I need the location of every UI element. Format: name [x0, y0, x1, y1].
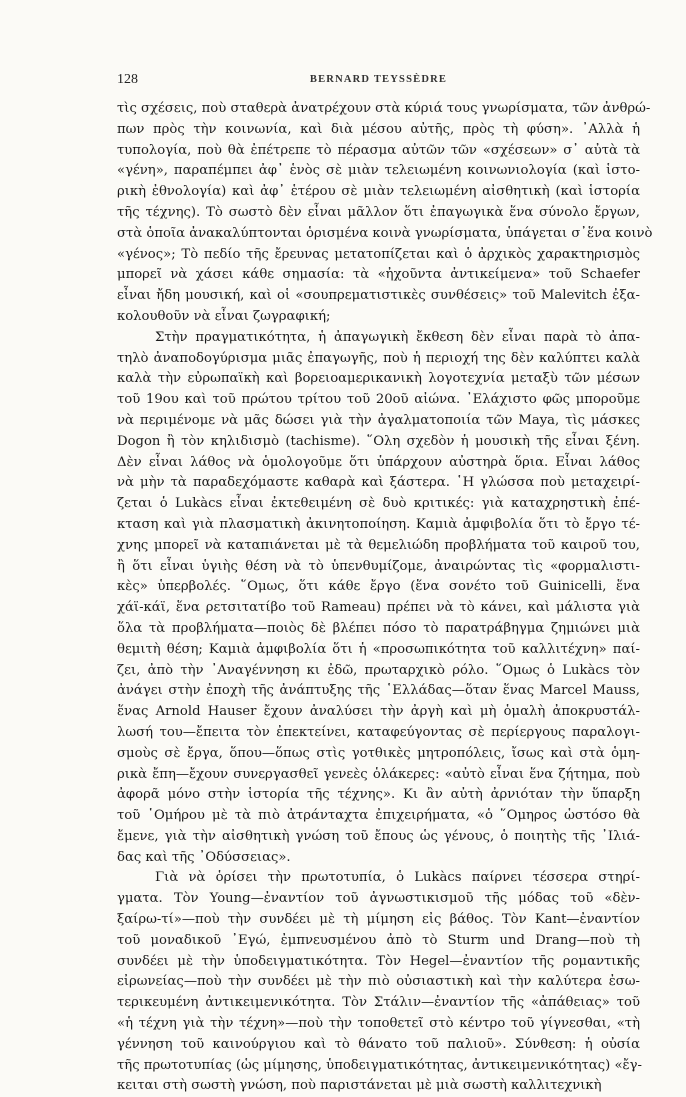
text-line: ζει, ἀπὸ τὴν ᾿Αναγέννηση κι ἐδῶ, πρωταρχικὸ ρόλο. ῞Ομως ὁ Lukàcs τὸν [117, 662, 640, 678]
text-line: τῆς τέχνης). Τὸ σωστὸ δὲν εἶναι μᾶλλον ὅτι ἐπαγωγικὰ ἕνα σύνολο ἔργων, [117, 204, 640, 220]
running-head: BERNARD TEYSSÈDRE [309, 74, 448, 85]
text-line: θεμιτὴ θέση; Καμιὰ ἀμφιβολία ὅτι ἡ «προσωπικότητα τοῦ καλλιτέχνη» παί- [117, 641, 640, 657]
text-line: τυπολογία, ποὺ θὰ ἐπέτρεπε τὸ πέρασμα αὐτῶν τῶν «σχέσεων» σ᾿ αὐτὰ τὰ [117, 142, 640, 158]
paragraph [117, 868, 640, 1097]
text-line: γματα. Τὸν Young—ἐναντίον τοῦ ἀγνωστικισμοῦ τῆς μόδας τοῦ «δὲν- [117, 891, 640, 907]
text-line: Δὲν εἶναι λάθος νὰ ὁμολογοῦμε ὅτι ὑπάρχουν αὐστηρὰ ὅρια. Εἶναι λάθος [117, 454, 640, 470]
text-line: τηλὸ ἀναποδογύρισμα μιᾶς ἐπαγωγῆς, ποὺ ἡ περιοχή της δὲν καλύπτει καλὰ [117, 350, 640, 366]
text-line: στὰ ὁποῖα ἀνακαλύπτονται ὁρισμένα κοινὰ γνωρίσματα, ὑπάγεται σ᾿ἕνα κοινὸ [117, 225, 653, 241]
text-line: νὰ μὴν τὰ παραδεχόμαστε καθαρὰ καὶ ξάστερα. ῾Η γλώσσα ποὺ μεταχειρί- [117, 475, 640, 491]
paragraph [117, 328, 640, 869]
text-line: Γιὰ νὰ ὁρίσει τὴν πρωτοτυπία, ὁ Lukàcs παίρνει τέσσερα στηρί- [155, 870, 640, 886]
text-line: χνης μπορεῖ νὰ καταπιάνεται μὲ τὰ θεμελιώδη προβλήματα τοῦ καιροῦ του, [117, 537, 640, 553]
paragraph [117, 99, 653, 328]
text-line: «γένος»; Τὸ πεδίο τῆς ἔρευνας μετατοπίζεται καὶ ὁ ἀρχικὸς χαρακτηρισμὸς [117, 246, 640, 262]
text-line: εἰρωνείας—ποὺ τὴν συνδέει μὲ τὴν πιὸ οὐσιαστικὴ καὶ τὴν καλύτερα ἐσω- [117, 974, 640, 990]
text-line: ζεται ὁ Lukàcs εἶναι ἐκτεθειμένη σὲ δυὸ κριτικές: γιὰ καταχρηστικὴ ἐπέ- [117, 496, 640, 512]
text-line: γέννηση τοῦ καινούργιου καὶ τὸ θάνατο τοῦ παλιοῦ». Σύνθεση: ἡ οὐσία [117, 1036, 640, 1052]
text-line: εἶναι ἤδη μουσική, καὶ οἱ «σουπρεματιστικὲς συνθέσεις» τοῦ Malevitch ἐξα- [117, 288, 640, 304]
text-line: ρικὴ ἐθνολογία) καὶ ἀφ᾿ ἑτέρου σὲ μιὰν τελειωμένη αἰσθητικὴ (καὶ ἱστορία [117, 184, 640, 200]
text-line: νὰ περιμένομε νὰ μᾶς δώσει γιὰ τὴν ἀγαλματοποιία τῶν Maya, τὶς μάσκες [117, 412, 640, 428]
text-line: ἕνας Arnold Hauser ἔχουν ἀναλύσει τὴν ἀργὴ καὶ μὴ ὁμαλὴ ἀποκρυστάλ- [117, 704, 640, 720]
text-line: τὶς σχέσεις, ποὺ σταθερὰ ἀνατρέχουν στὰ κύριά τους γνωρίσματα, τῶν ἀνθρώ- [117, 101, 651, 116]
page-header [117, 72, 640, 90]
text-line: ὅλα τὰ προβλήματα—ποιὸς δὲ βλέπει πόσο τὸ παρατράβηγμα ζημιώνει μιὰ [117, 620, 640, 636]
page-number: 128 [117, 72, 138, 87]
text-line: ἀφορᾶ μόνο στὴν ἱστορία τῆς τέχνης». Κι ἂν αὐτὴ ἀρνιόταν τὴν ὕπαρξη [117, 787, 640, 803]
text-line: Dogon ἢ τὸν κηλιδισμὸ (tachisme). ῞Ολη σχεδὸν ἡ μουσικὴ τῆς εἶναι ξένη. [117, 433, 640, 449]
body-text [117, 99, 653, 1097]
text-line: κολουθοῦν νὰ εἶναι ζωγραφική; [117, 308, 331, 324]
text-line: σμοὺς σὲ ἔργα, ὅπου—ὅπως στὶς γοτθικὲς μητροπόλεις, ἴσως καὶ στὰ ὁμη- [117, 745, 640, 761]
text-line: Στὴν πραγματικότητα, ἡ ἀπαγωγικὴ ἔκθεση δὲν εἶναι παρὰ τὸ ἀπα- [155, 329, 640, 345]
text-line: κειται στὴ σωστὴ γνώση, ποὺ παριστάνεται μὲ μιὰ σωστὴ καλλιτεχνικὴ [117, 1078, 602, 1094]
text-line: τερικευμένη ἀντικειμενικότητα. Τὸν Στάλιν—ἐναντίον τῆς «ἀπάθειας» τοῦ [117, 995, 640, 1011]
text-line: κὲς» ὑπερβολές. ῞Ομως, ὅτι κάθε ἔργο (ἕνα σονέτο τοῦ Guinicelli, ἕνα [117, 579, 640, 595]
text-line: ἔμενε, γιὰ τὴν αἰσθητικὴ γνώση τοῦ ἔπους ὡς γένους, ὁ ποιητὴς τῆς ᾿Ιλιά- [117, 828, 640, 844]
text-line: «γένη», παραπέμπει ἀφ᾿ ἑνὸς σὲ μιὰν τελειωμένη κοινωνιολογία (καὶ ἱστο- [117, 163, 640, 179]
text-line: ξαίρω-τί»—ποὺ τὴν συνδέει μὲ τὴ μίμηση εἰς βάθος. Τὸν Kant—ἐναντίον [117, 912, 640, 928]
text-line: δας καὶ τῆς ᾿Οδύσσειας». [117, 849, 291, 865]
text-line: χάϊ-κάϊ, ἕνα ρετσιτατίβο τοῦ Rameau) πρέπει νὰ τὸ κάνει, καὶ μάλιστα γιὰ [117, 600, 640, 616]
text-line: συνδέει μὲ τὴν ὑποδειγματικότητα. Τὸν Hegel—ἐναντίον τῆς ρομαντικῆς [117, 953, 640, 969]
text-line: «ἡ τέχνη γιὰ τὴν τέχνη»—ποὺ τὴν τοποθετεῖ στὸ κέντρο τοῦ γίγνεσθαι, «τὴ [117, 1016, 640, 1032]
text-line: λωσή του—ἔπειτα τὸν ἐπεκτείνει, καταφεύγοντας σὲ περίεργους παραλογι- [117, 724, 640, 740]
text-line: τῆς πρωτοτυπίας (ὡς μίμησης, ὑποδειγματικότητας, ἀντικειμενικότητας) «ἔγ- [117, 1057, 642, 1073]
text-line: ἀνάγει στὴν ἐποχὴ τῆς ἀνάπτυξης τῆς ῾Ελλάδας—ὅταν ἕνας Marcel Mauss, [117, 683, 640, 699]
text-line: μπορεῖ νὰ χάσει κάθε σημασία: τὰ «ἠχοῦντα ἀντικείμενα» τοῦ Schaefer [117, 267, 640, 283]
text-line: τοῦ ῾Ομήρου μὲ τὰ πιὸ ἀτράνταχτα ἐπιχειρήματα, «ὁ ῞Ομηρος ὡστόσο θὰ [117, 808, 640, 824]
text-line: καλὰ τὴν εὐρωπαϊκὴ καὶ βορειοαμερικανικὴ λογοτεχνία μεταξὺ τῶν μέσων [117, 371, 640, 387]
text-line: ρικὰ ἔπη—ἔχουν συνεργασθεῖ γενεὲς ὁλάκερες: «αὐτὸ εἶναι ἕνα ζήτημα, ποὺ [117, 766, 640, 782]
text-line: τοῦ μοναδικοῦ ᾿Εγώ, ἐμπνευσμένου ἀπὸ τὸ Sturm und Drang—ποὺ τὴ [117, 932, 640, 948]
text-line: κταση καὶ γιὰ πλασματικὴ ἀκινητοποίηση. Καμιὰ ἀμφιβολία ὅτι τὸ ἔργο τέ- [117, 516, 640, 532]
text-line: τοῦ 19ου καὶ τοῦ πρώτου τρίτου τοῦ 20οῦ αἰώνα. ᾿Ελάχιστο φῶς μποροῦμε [117, 392, 640, 408]
text-line: ἢ ὅτι εἶναι ὑγιὴς θέση νὰ τὸ ὑπενθυμίζομε, ἀναιρώντας τὶς «φορμαλιστι- [117, 558, 640, 574]
text-line: πων πρὸς τὴν κοινωνία, καὶ διὰ μέσου αὐτῆς, πρὸς τὴ φύση». ᾿Αλλὰ ἡ [117, 121, 640, 137]
